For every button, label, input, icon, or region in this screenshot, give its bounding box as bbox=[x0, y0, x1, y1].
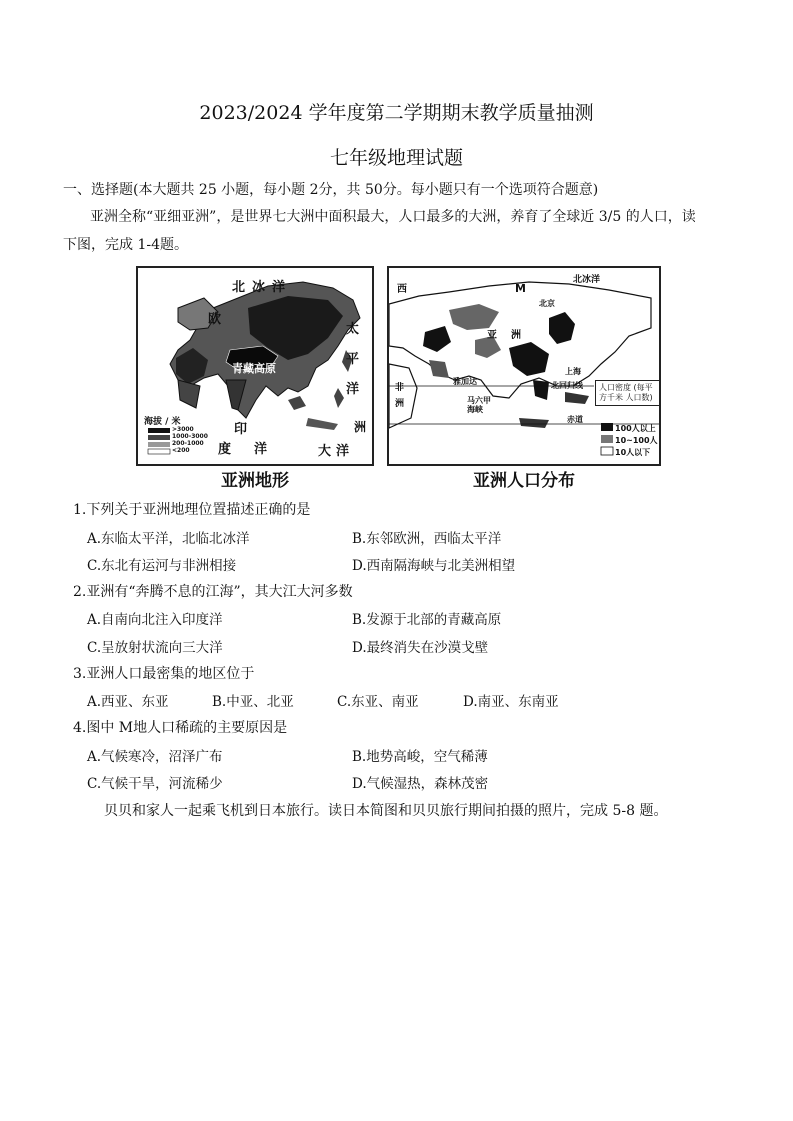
exam-title: 2023/2024 学年度第二学期期末教学质量抽测 bbox=[199, 102, 594, 124]
label-asia-2: 洲 bbox=[511, 330, 521, 341]
question-2-option-d[interactable]: D.最终消失在沙漠戈壁 bbox=[352, 640, 489, 656]
label-ocean-1: 大 bbox=[318, 444, 332, 459]
question-2-option-b[interactable]: B.发源于北部的青藏高原 bbox=[352, 612, 502, 628]
label-africa-1: 非 bbox=[395, 383, 405, 393]
label-arctic-3: 洋 bbox=[272, 280, 286, 295]
population-legend-title: 人口密度 (每平方千米 人口数) bbox=[599, 383, 653, 402]
label-arctic-1: 北 bbox=[232, 280, 246, 295]
asia-population-map bbox=[387, 266, 661, 466]
legend-elevation-3: 200-1000 bbox=[172, 440, 204, 447]
label-pacific-1: 太 bbox=[346, 322, 360, 337]
population-legend-2: 10~100人 bbox=[615, 436, 658, 445]
population-map-caption: 亚洲人口分布 bbox=[473, 471, 575, 491]
population-legend-3: 10人以下 bbox=[615, 448, 651, 457]
label-tropic: 北回归线 bbox=[551, 381, 583, 390]
question-3-option-c[interactable]: C.东亚、南亚 bbox=[337, 694, 419, 710]
section-heading: 一、选择题(本大题共 25 小题，每小题 2分，共 50分。每小题只有一个选项符合题意) bbox=[63, 182, 599, 198]
label-asia-1: 亚 bbox=[487, 330, 497, 341]
label-indian-1: 印 bbox=[234, 422, 248, 437]
label-indian-2: 度 bbox=[218, 442, 232, 457]
intro-line-2: 下图，完成 1-4题。 bbox=[63, 237, 188, 253]
population-legend-1: 100人以上 bbox=[615, 424, 656, 433]
label-ocean-3: 洲 bbox=[354, 420, 367, 434]
question-2-option-a[interactable]: A.自南向北注入印度洋 bbox=[87, 612, 223, 628]
question-1-option-a[interactable]: A.东临太平洋，北临北冰洋 bbox=[87, 531, 250, 547]
legend-elevation-2: 1000-3000 bbox=[172, 433, 208, 440]
question-3-stem: 3.亚洲人口最密集的地区位于 bbox=[73, 666, 255, 682]
next-section-intro: 贝贝和家人一起乘飞机到日本旅行。读日本简图和贝贝旅行期间拍摄的照片，完成 5-8 题。 bbox=[104, 803, 668, 819]
question-3-option-a[interactable]: A.西亚、东亚 bbox=[87, 694, 169, 710]
label-indian-3: 洋 bbox=[254, 442, 268, 457]
label-beijing: 北京 bbox=[539, 299, 555, 308]
label-shanghai: 上海 bbox=[565, 367, 581, 376]
legend-elevation-title: 海拔 / 米 bbox=[144, 417, 181, 427]
terrain-map-caption: 亚洲地形 bbox=[221, 471, 289, 491]
legend-elevation-1: >3000 bbox=[172, 426, 194, 433]
asia-terrain-map bbox=[136, 266, 374, 466]
label-equator: 赤道 bbox=[567, 415, 583, 424]
question-4-option-b[interactable]: B.地势高峻，空气稀薄 bbox=[352, 749, 488, 765]
question-4-stem: 4.图中 M地人口稀疏的主要原因是 bbox=[73, 720, 288, 736]
label-plateau: 青藏高原 bbox=[232, 362, 276, 375]
label-arctic-ocean: 北冰洋 bbox=[573, 275, 601, 285]
question-4-option-c[interactable]: C.气候干旱，河流稀少 bbox=[87, 776, 223, 792]
label-pacific-3: 洋 bbox=[346, 382, 360, 397]
question-1-option-c[interactable]: C.东北有运河与非洲相接 bbox=[87, 558, 237, 574]
question-1-stem: 1.下列关于亚洲地理位置描述正确的是 bbox=[73, 502, 311, 518]
label-west: 西 bbox=[397, 284, 407, 295]
question-4-option-d[interactable]: D.气候湿热，森林茂密 bbox=[352, 776, 489, 792]
label-m-marker: M bbox=[515, 282, 526, 295]
question-3-option-b[interactable]: B.中亚、北亚 bbox=[212, 694, 294, 710]
question-2-stem: 2.亚洲有“奔腾不息的江海”，其大江大河多数 bbox=[73, 584, 353, 600]
label-arctic-2: 冰 bbox=[252, 280, 266, 295]
label-ocean-2: 洋 bbox=[336, 444, 350, 459]
question-3-option-d[interactable]: D.南亚、东南亚 bbox=[463, 694, 559, 710]
population-legend bbox=[595, 380, 661, 406]
question-1-option-d[interactable]: D.西南隔海峡与北美洲相望 bbox=[352, 558, 516, 574]
question-1-option-b[interactable]: B.东邻欧洲，西临太平洋 bbox=[352, 531, 502, 547]
label-malacca: 马六甲海峡 bbox=[467, 396, 491, 414]
exam-subtitle: 七年级地理试题 bbox=[329, 147, 463, 169]
label-jakarta: 雅加达 bbox=[453, 377, 477, 386]
intro-line-1: 亚洲全称“亚细亚洲”，是世界七大洲中面积最大，人口最多的大洲，养育了全球近 3/5 的人口，读 bbox=[90, 209, 696, 225]
label-europe: 欧 bbox=[208, 312, 222, 327]
label-pacific-2: 平 bbox=[346, 352, 360, 367]
question-2-option-c[interactable]: C.呈放射状流向三大洋 bbox=[87, 640, 223, 656]
legend-elevation-4: <200 bbox=[172, 447, 190, 454]
label-africa-2: 洲 bbox=[395, 399, 405, 409]
question-4-option-a[interactable]: A.气候寒冷，沼泽广布 bbox=[87, 749, 223, 765]
